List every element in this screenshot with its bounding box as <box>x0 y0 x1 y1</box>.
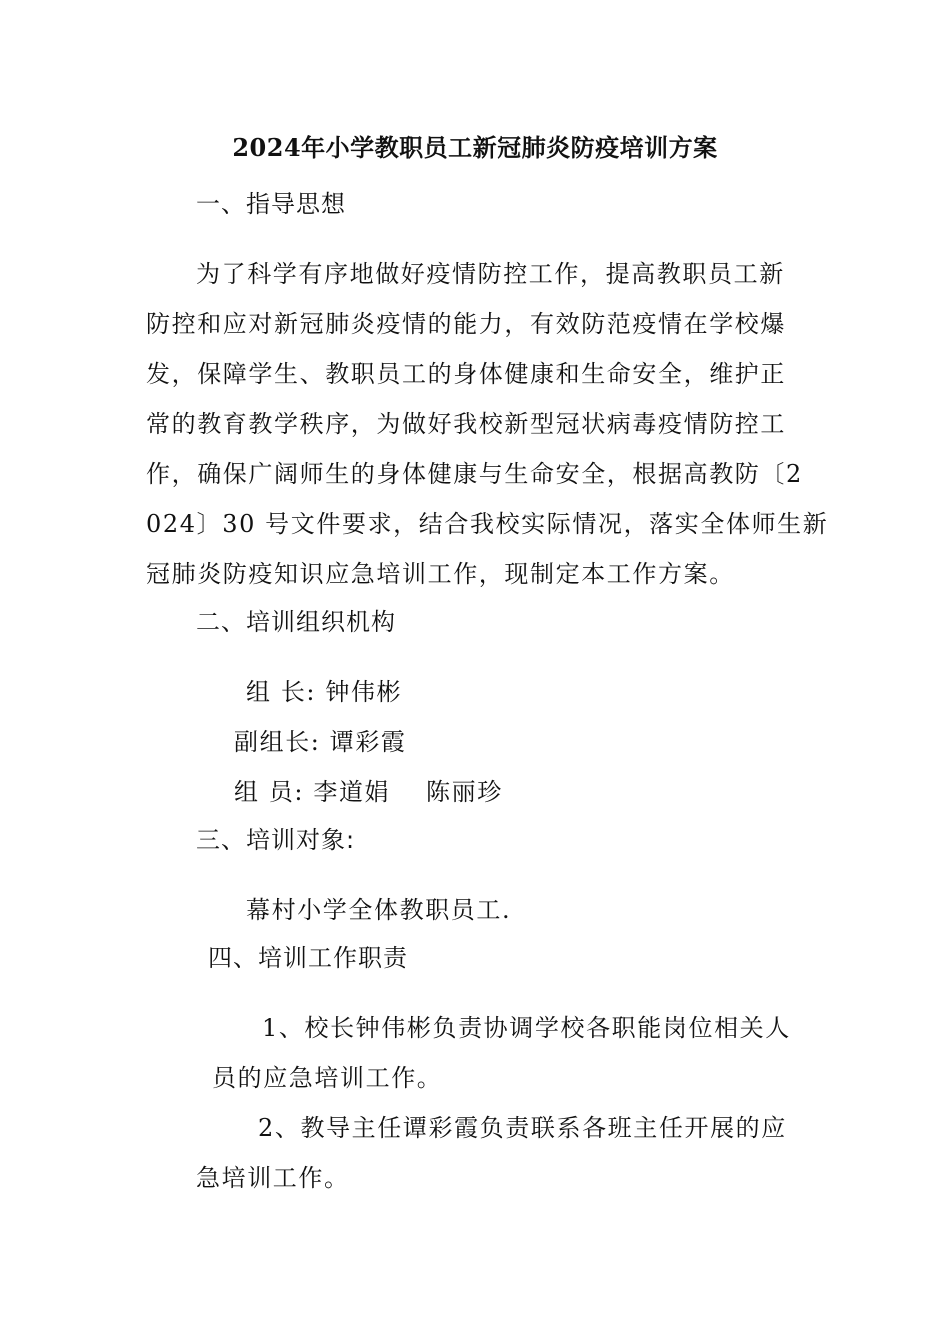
duty-item-1: 1、校长钟伟彬负责协调学校各职能岗位相关人 <box>262 1014 791 1042</box>
duty-item-1-continued: 员的应急培训工作。 <box>212 1064 443 1092</box>
section-heading-organization: 二、培训组织机构 <box>196 608 396 636</box>
paragraph-line: 为了科学有序地做好疫情防控工作，提高教职员工新 <box>196 260 785 288</box>
leader-line: 组 长: 钟伟彬 <box>246 678 403 706</box>
training-target-text: 幕村小学全体教职员工. <box>246 896 512 924</box>
members-line: 组 员: 李道娟 <box>234 778 391 806</box>
section-heading-training-target: 三、培训对象: <box>196 826 356 854</box>
paragraph-line: 冠肺炎防疫知识应急培训工作，现制定本工作方案。 <box>146 560 735 588</box>
paragraph-line: 防控和应对新冠肺炎疫情的能力，有效防范疫情在学校爆 <box>146 310 786 338</box>
section-heading-guiding-thought: 一、指导思想 <box>196 190 346 218</box>
deputy-leader-line: 副组长: 谭彩霞 <box>234 728 407 756</box>
paragraph-line: 发，保障学生、教职员工的身体健康和生命安全，维护正 <box>146 360 786 388</box>
duty-item-2-continued: 急培训工作。 <box>196 1164 350 1192</box>
paragraph-line: 作，确保广阔师生的身体健康与生命安全，根据高教防〔2 <box>146 460 803 488</box>
member-name: 陈丽珍 <box>426 778 503 806</box>
document-title: 2024年小学教职员工新冠肺炎防疫培训方案 <box>232 133 718 162</box>
section-heading-duties: 四、培训工作职责 <box>208 944 408 972</box>
duty-item-2: 2、教导主任谭彩霞负责联系各班主任开展的应 <box>258 1114 787 1142</box>
paragraph-line: 024〕30 号文件要求，结合我校实际情况，落实全体师生新 <box>146 510 829 538</box>
paragraph-line: 常的教育教学秩序，为做好我校新型冠状病毒疫情防控工 <box>146 410 786 438</box>
